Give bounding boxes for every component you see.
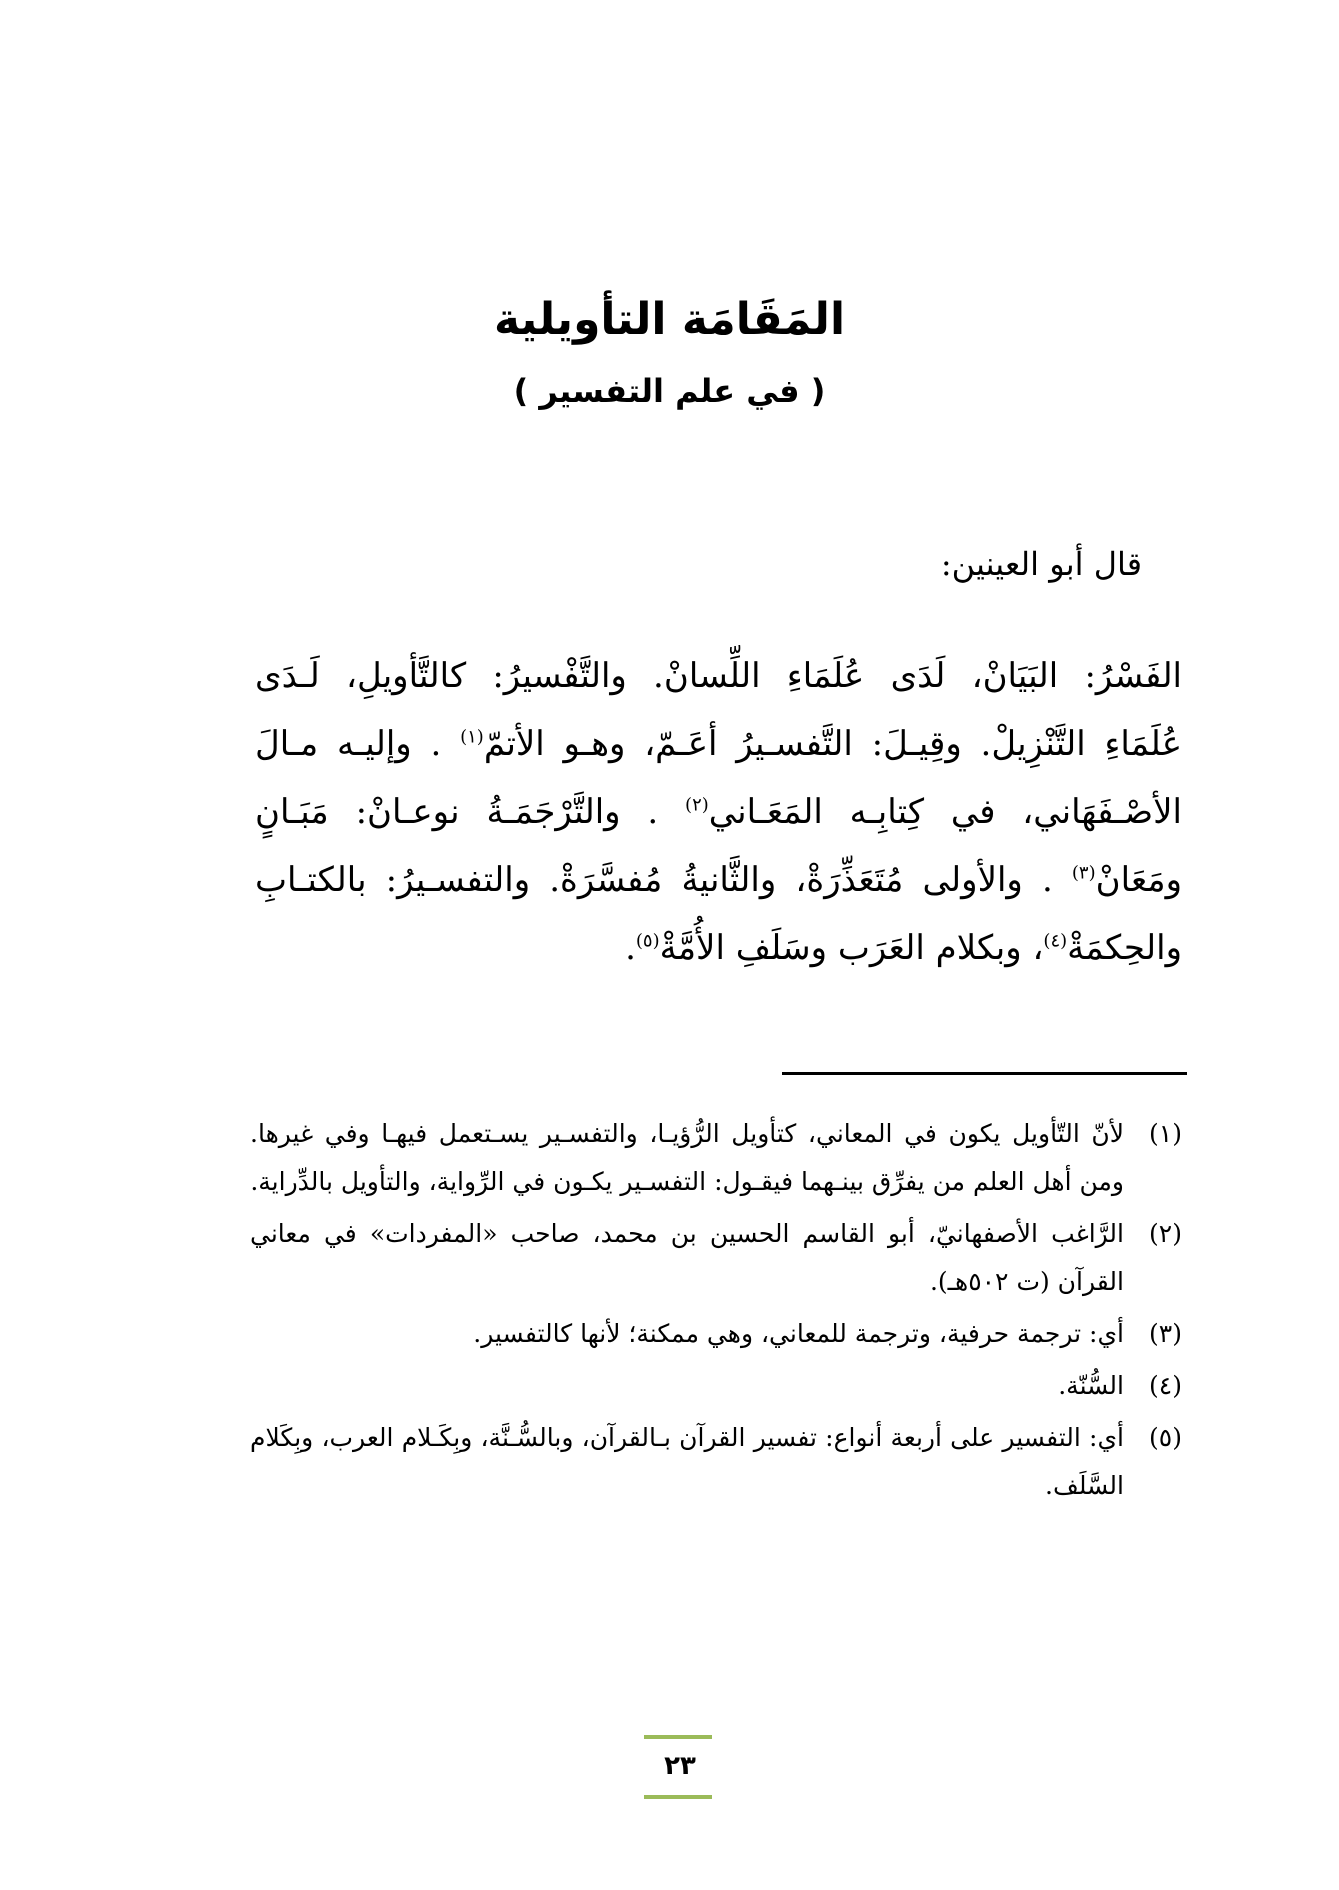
footnote-ref[interactable]: (١) bbox=[460, 726, 484, 748]
footnote-item bbox=[250, 1414, 1182, 1510]
footnote-item bbox=[250, 1210, 1182, 1306]
paragraph-line bbox=[255, 846, 1182, 914]
paragraph-text: . وإليـه مـالَ bbox=[255, 724, 442, 764]
footnote-text: أي: التفسير على أربعة أنواع: تفسير القرآن بـالقرآن، وبالسُّـنَّة، وبِكَـلام العرب، وبِكَلام السَّلَف. bbox=[250, 1423, 1124, 1500]
paragraph-text: الفَسْرُ: البَيَانْ، لَدَى عُلَمَاءِ اللِّسانْ. والتَّفْسيرُ: كالتَّأويلِ، لَـدَى bbox=[255, 656, 1182, 696]
footnote-item bbox=[250, 1362, 1182, 1410]
paragraph-line bbox=[255, 778, 1182, 846]
footnote-ref[interactable]: (٣) bbox=[1071, 862, 1096, 884]
author-line: قال أبو العينين: bbox=[940, 545, 1142, 583]
paragraph-text: . والأولى مُتَعَذِّرَةْ، والثَّانيةُ مُفسَّرَةْ. والتفسـيرُ: بالكتـابِ bbox=[255, 860, 1053, 900]
paragraph-line bbox=[255, 914, 1182, 982]
footnote-text: لأنّ التّأويل يكون في المعاني، كتأويل الرُّؤيـا، والتفسـير يسـتعمل فيهـا وفي غيرها. ومن أهل العلم من يفرِّق بينـهما فيقـول: التفسـير يكـون في الرِّواية، والتأويل بالدِّراية. bbox=[250, 1119, 1124, 1196]
paragraph-text: ومَعَانْ bbox=[1095, 860, 1182, 900]
footnote-text: أي: ترجمة حرفية، وترجمة للمعاني، وهي ممكنة؛ لأنها كالتفسير. bbox=[473, 1319, 1124, 1348]
page-number: ٢٣ bbox=[664, 1751, 696, 1781]
footnote-separator bbox=[782, 1072, 1187, 1075]
footnote-number: (٢) bbox=[1149, 1219, 1182, 1248]
footnote-number: (١) bbox=[1149, 1119, 1182, 1148]
footnote-item bbox=[250, 1110, 1182, 1206]
footnote-text: الرَّاغب الأصفهانيّ، أبو القاسم الحسين بن محمد، صاحب «المفردات» في معاني القرآن (ت ٥٠٢هـ). bbox=[250, 1219, 1124, 1296]
paragraph-text: عُلَمَاءِ التَّنْزِيلْ. وقِيـلَ: التَّفسـيرُ أعَـمّ، وهـو الأتمّ bbox=[483, 724, 1182, 764]
footnote-ref[interactable]: (٢) bbox=[685, 794, 709, 816]
page-number-bar-top bbox=[644, 1735, 712, 1739]
paragraph-text: . bbox=[625, 928, 636, 968]
footnote-number: (٥) bbox=[1149, 1423, 1182, 1452]
footnote-number: (٤) bbox=[1149, 1371, 1182, 1400]
paragraph-text: ، وبكلام العَرَب وسَلَفِ الأُمَّةْ bbox=[659, 928, 1044, 968]
footnote-ref[interactable]: (٥) bbox=[635, 930, 660, 952]
page-subtitle: ( في علم التفسير ) bbox=[513, 372, 826, 410]
footnote-item bbox=[250, 1310, 1182, 1358]
footnote-ref[interactable]: (٤) bbox=[1043, 930, 1068, 952]
page-title: المَقَامَة التأويلية bbox=[493, 294, 846, 345]
footnote-text: السُّنّة. bbox=[1058, 1371, 1124, 1400]
paragraph-line bbox=[255, 710, 1182, 778]
paragraph-text: . والتَّرْجَمَـةُ نوعـانْ: مَبَـانٍ bbox=[255, 792, 659, 832]
page-number-bar-bottom bbox=[644, 1795, 712, 1799]
main-paragraph bbox=[255, 642, 1182, 982]
paragraph-text: والحِكمَةْ bbox=[1067, 928, 1182, 968]
footnotes-list bbox=[250, 1110, 1182, 1514]
paragraph-text: الأصْـفَهَاني، في كِتابِـه المَعَـاني bbox=[708, 792, 1182, 832]
footnote-number: (٣) bbox=[1149, 1319, 1182, 1348]
paragraph-line bbox=[255, 642, 1182, 710]
